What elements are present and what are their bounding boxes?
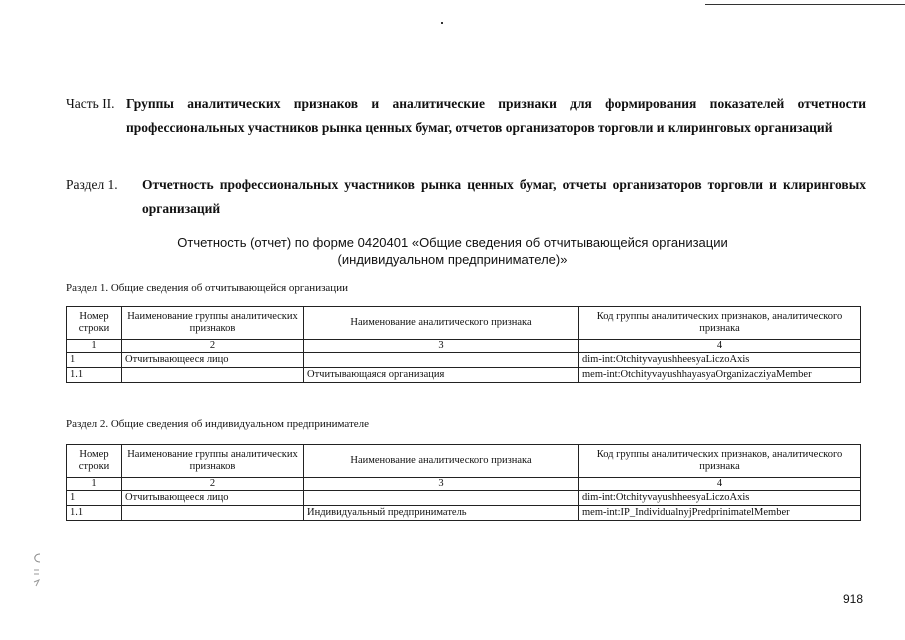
column-number: 1	[67, 478, 122, 491]
column-number-row	[67, 340, 861, 353]
header-cell: Наименование аналитического признака	[304, 445, 579, 478]
section-label: Раздел 1.	[66, 177, 118, 192]
table-row	[67, 353, 861, 368]
row-number: 1.1	[67, 506, 122, 521]
row-feature: Отчитывающаяся организация	[304, 368, 579, 383]
header-cell: Код группы аналитических признаков, аналитического признака	[579, 307, 861, 340]
header-cell: Наименование группы аналитических признаков	[122, 307, 304, 340]
header-cell: Номер строки	[67, 445, 122, 478]
row-code: mem-int:IP_IndividualnyjPredprinimatelMember	[579, 506, 861, 521]
subsection-1-caption: Раздел 1. Общие сведения об отчитывающейся организации	[66, 282, 348, 294]
subsection-2-table	[66, 444, 861, 521]
margin-scan-mark	[30, 550, 44, 590]
subsection-2-caption: Раздел 2. Общие сведения об индивидуальном предпринимателе	[66, 418, 370, 430]
table-header-row	[67, 307, 861, 340]
column-number: 2	[122, 478, 304, 491]
table-header-row	[67, 445, 861, 478]
column-number: 4	[579, 340, 861, 353]
row-group: Отчитывающееся лицо	[122, 353, 304, 368]
column-number: 3	[304, 478, 579, 491]
column-number: 3	[304, 340, 579, 353]
row-feature: Индивидуальный предприниматель	[304, 506, 579, 521]
table-row	[67, 368, 861, 383]
column-number-row	[67, 478, 861, 491]
row-code: dim-int:OtchityvayushheesyaLiczoAxis	[579, 353, 861, 368]
header-cell: Наименование аналитического признака	[304, 307, 579, 340]
row-group	[122, 368, 304, 383]
row-number: 1	[67, 353, 122, 368]
page-number: 918	[843, 592, 864, 606]
row-number: 1	[67, 491, 122, 506]
form-title-line-2: (индивидуальном предпринимателе)»	[337, 252, 568, 267]
part-title: Группы аналитических признаков и аналитические признаки для формирования показателей отчетности профессиональных участников рынка ценных бумаг, отчетов организаторов торговли и клиринговых организаций	[126, 96, 866, 135]
header-cell: Номер строки	[67, 307, 122, 340]
subsection-1-table	[66, 306, 861, 383]
part-label: Часть II.	[66, 96, 115, 111]
column-number: 1	[67, 340, 122, 353]
header-cell: Код группы аналитических признаков, аналитического признака	[579, 445, 861, 478]
column-number: 2	[122, 340, 304, 353]
row-feature	[304, 353, 579, 368]
header-cell: Наименование группы аналитических признаков	[122, 445, 304, 478]
table-row	[67, 491, 861, 506]
row-code: mem-int:OtchityvayushhayasyaOrganizacziyaMember	[579, 368, 861, 383]
section-title: Отчетность профессиональных участников рынка ценных бумаг, отчеты организаторов торговли и клиринговых организаций	[142, 177, 866, 216]
row-group: Отчитывающееся лицо	[122, 491, 304, 506]
table-row	[67, 506, 861, 521]
column-number: 4	[579, 478, 861, 491]
part-heading	[66, 92, 866, 164]
row-code: dim-int:OtchityvayushheesyaLiczoAxis	[579, 491, 861, 506]
top-rule	[705, 4, 905, 5]
form-title-line-1: Отчетность (отчет) по форме 0420401 «Общие сведения об отчитывающейся организации	[177, 235, 728, 250]
scan-speck	[441, 22, 443, 24]
row-feature	[304, 491, 579, 506]
row-number: 1.1	[67, 368, 122, 383]
form-title	[120, 234, 785, 268]
section-heading	[66, 173, 866, 221]
row-group	[122, 506, 304, 521]
